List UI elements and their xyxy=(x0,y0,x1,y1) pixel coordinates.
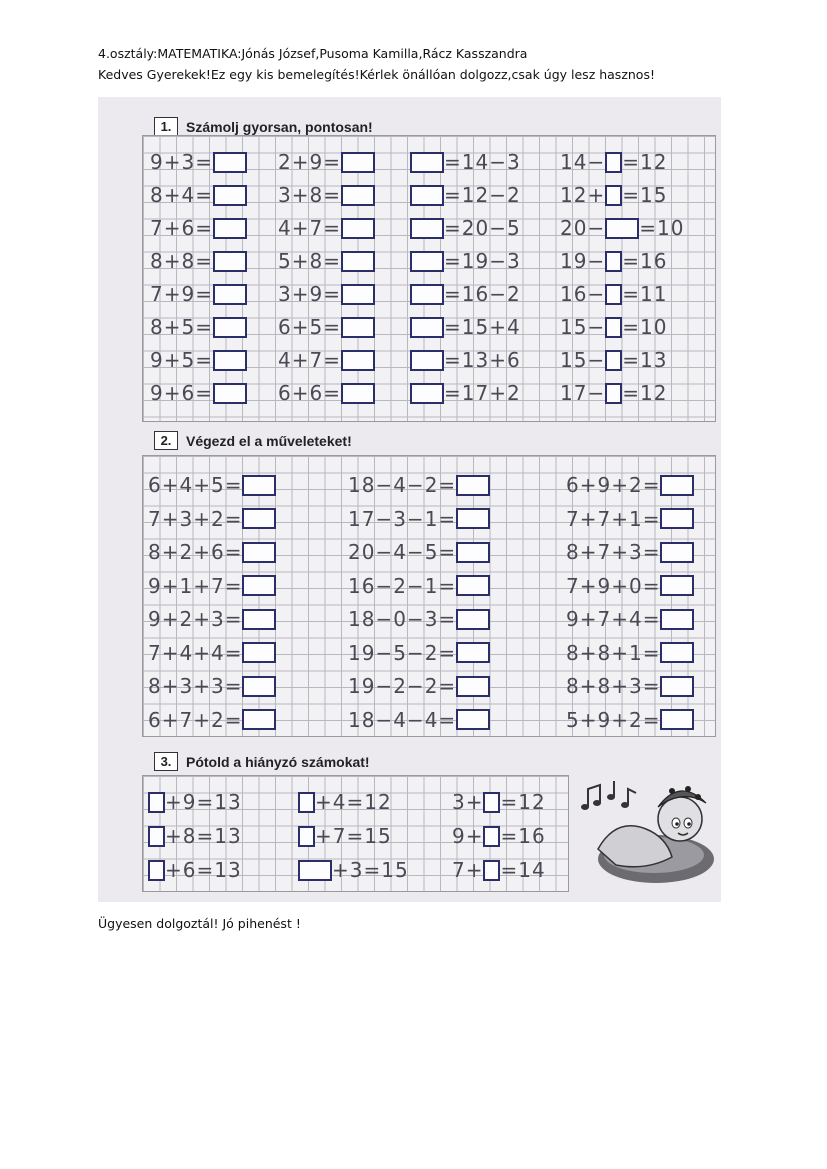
exercise-text: +7=15 xyxy=(315,824,392,848)
exercise-row xyxy=(298,823,392,849)
answer-box[interactable] xyxy=(410,152,444,173)
answer-box[interactable] xyxy=(660,609,694,630)
exercise-text: 7+7+1= xyxy=(566,506,661,531)
answer-box[interactable] xyxy=(341,284,375,305)
answer-box[interactable] xyxy=(341,251,375,272)
exercise-text: 3+9= xyxy=(278,282,341,306)
exercise-row xyxy=(560,347,667,373)
exercise-row xyxy=(348,640,490,666)
exercise-text: 6+6= xyxy=(278,381,341,405)
header-title: 4.osztály:MATEMATIKA:Jónás József,Pusoma Kamilla,Rácz Kasszandra xyxy=(98,46,528,61)
exercise-text: =16−2 xyxy=(444,282,521,306)
answer-box[interactable] xyxy=(660,642,694,663)
answer-box[interactable] xyxy=(213,317,247,338)
answer-box[interactable] xyxy=(242,676,276,697)
exercise-text: 9+1+7= xyxy=(148,573,243,598)
footer-message: Ügyesen dolgoztál! Jó pihenést ! xyxy=(98,916,301,931)
exercise-row xyxy=(566,539,694,565)
exercise-text: 7+4+4= xyxy=(148,640,243,665)
exercise-row xyxy=(298,857,409,883)
exercise-text: =15+4 xyxy=(444,315,521,339)
exercise-text: 15− xyxy=(560,315,606,339)
exercise-text: =12 xyxy=(622,381,668,405)
exercise-row xyxy=(148,640,276,666)
exercise-row xyxy=(148,573,276,599)
exercise-row xyxy=(410,380,521,406)
exercise-text: 8+8+1= xyxy=(566,640,661,665)
answer-box[interactable] xyxy=(341,218,375,239)
exercise-text: 5+8= xyxy=(278,249,341,273)
exercise-text: =16 xyxy=(622,249,668,273)
exercise-text: 3+ xyxy=(452,790,484,814)
answer-box[interactable] xyxy=(483,826,500,847)
answer-box[interactable] xyxy=(456,609,490,630)
exercise-text: =20−5 xyxy=(444,216,521,240)
exercise-text: 16− xyxy=(560,282,606,306)
exercise-text: 12+ xyxy=(560,183,606,207)
answer-box[interactable] xyxy=(456,676,490,697)
exercise-text: 15− xyxy=(560,348,606,372)
answer-box[interactable] xyxy=(213,383,247,404)
exercise-text: =13+6 xyxy=(444,348,521,372)
exercise-text: 9+3= xyxy=(150,150,213,174)
answer-box[interactable] xyxy=(605,251,622,272)
exercise-row xyxy=(410,182,521,208)
exercise-row xyxy=(348,506,490,532)
exercise-text: 20− xyxy=(560,216,606,240)
exercise-text: +6=13 xyxy=(165,858,242,882)
answer-box[interactable] xyxy=(341,317,375,338)
exercise-row xyxy=(150,149,247,175)
exercise-row xyxy=(560,149,667,175)
exercise-row xyxy=(410,149,521,175)
exercise-text: 8+4= xyxy=(150,183,213,207)
exercise-text: 9+6= xyxy=(150,381,213,405)
exercise-text: 17−3−1= xyxy=(348,506,457,531)
exercise-text: =10 xyxy=(622,315,668,339)
exercise-text: 6+5= xyxy=(278,315,341,339)
exercise-text: 9+7+4= xyxy=(566,607,661,631)
exercise-row xyxy=(452,789,546,815)
section-2-heading xyxy=(154,431,352,450)
exercise-row xyxy=(148,789,242,815)
exercise-text: 17− xyxy=(560,381,606,405)
exercise-text: +9=13 xyxy=(165,790,242,814)
exercise-row xyxy=(150,182,247,208)
answer-box[interactable] xyxy=(456,475,490,496)
exercise-row xyxy=(410,281,521,307)
answer-box[interactable] xyxy=(213,152,247,173)
exercise-text: =13 xyxy=(622,348,668,372)
ladybug-mascot-illustration xyxy=(576,767,718,887)
exercise-row xyxy=(148,506,276,532)
exercise-text: 8+3+3= xyxy=(148,674,243,698)
exercise-text: 9+5= xyxy=(150,348,213,372)
exercise-text: +3=15 xyxy=(332,858,409,882)
exercise-row xyxy=(150,248,247,274)
answer-box[interactable] xyxy=(341,152,375,173)
exercise-row xyxy=(278,380,375,406)
exercise-text: 19− xyxy=(560,249,606,273)
answer-box[interactable] xyxy=(660,676,694,697)
answer-box[interactable] xyxy=(341,185,375,206)
exercise-text: 8+5= xyxy=(150,315,213,339)
exercise-row xyxy=(560,215,684,241)
exercise-text: 18−4−4= xyxy=(348,707,457,732)
exercise-row xyxy=(566,573,694,599)
exercise-row xyxy=(298,789,392,815)
exercise-row xyxy=(148,539,276,565)
answer-box[interactable] xyxy=(483,792,500,813)
exercise-text: 7+6= xyxy=(150,216,213,240)
answer-box[interactable] xyxy=(605,218,639,239)
answer-box[interactable] xyxy=(213,218,247,239)
answer-box[interactable] xyxy=(410,218,444,239)
answer-box[interactable] xyxy=(148,860,165,881)
answer-box[interactable] xyxy=(605,284,622,305)
answer-box[interactable] xyxy=(242,575,276,596)
exercise-text: 9+2+3= xyxy=(148,607,243,631)
exercise-row xyxy=(348,673,490,699)
answer-box[interactable] xyxy=(605,185,622,206)
answer-box[interactable] xyxy=(213,185,247,206)
exercise-row xyxy=(148,823,242,849)
answer-box[interactable] xyxy=(456,542,490,563)
answer-box[interactable] xyxy=(242,709,276,730)
answer-box[interactable] xyxy=(242,642,276,663)
answer-box[interactable] xyxy=(148,826,165,847)
exercise-text: =12−2 xyxy=(444,183,521,207)
answer-box[interactable] xyxy=(242,609,276,630)
exercise-text: 7+9= xyxy=(150,282,213,306)
answer-box[interactable] xyxy=(410,185,444,206)
section-3-heading xyxy=(154,752,370,771)
answer-box[interactable] xyxy=(213,251,247,272)
exercise-row xyxy=(452,857,546,883)
answer-box[interactable] xyxy=(605,350,622,371)
exercise-text: 14− xyxy=(560,150,606,174)
exercise-text: =15 xyxy=(622,183,668,207)
exercise-row xyxy=(566,472,694,498)
exercise-text: 6+4+5= xyxy=(148,473,243,497)
section-1-heading xyxy=(154,117,373,136)
exercise-row xyxy=(148,472,276,498)
exercise-text: =12 xyxy=(622,150,668,174)
exercise-text: 4+7= xyxy=(278,348,341,372)
exercise-text: 19−2−2= xyxy=(348,674,457,698)
exercise-row xyxy=(348,606,490,632)
exercise-text: =10 xyxy=(639,216,685,240)
exercise-text: 16−2−1= xyxy=(348,573,457,598)
answer-box[interactable] xyxy=(298,826,315,847)
exercise-row xyxy=(278,248,375,274)
exercise-row xyxy=(560,182,667,208)
exercise-row xyxy=(150,380,247,406)
exercise-text: 8+8+3= xyxy=(566,674,661,698)
exercise-text: 9+ xyxy=(452,824,484,848)
exercise-text: 6+9+2= xyxy=(566,473,661,497)
section-1-number: 1. xyxy=(154,117,178,136)
answer-box[interactable] xyxy=(605,383,622,404)
exercise-row xyxy=(560,281,667,307)
exercise-row xyxy=(278,149,375,175)
answer-box[interactable] xyxy=(148,792,165,813)
exercise-row xyxy=(278,281,375,307)
exercise-text: +8=13 xyxy=(165,824,242,848)
exercise-row xyxy=(348,573,490,599)
exercise-text: 5+9+2= xyxy=(566,707,661,732)
exercise-row xyxy=(148,606,276,632)
exercise-row xyxy=(148,857,242,883)
exercise-row xyxy=(348,539,490,565)
exercise-row xyxy=(410,248,521,274)
answer-box[interactable] xyxy=(242,542,276,563)
exercise-row xyxy=(278,347,375,373)
answer-box[interactable] xyxy=(213,350,247,371)
section-2-title: Végezd el a műveleteket! xyxy=(186,432,352,449)
answer-box[interactable] xyxy=(298,792,315,813)
exercise-row xyxy=(566,707,694,733)
exercise-row xyxy=(150,281,247,307)
exercise-row xyxy=(560,314,667,340)
exercise-text: =17+2 xyxy=(444,381,521,405)
exercise-row xyxy=(566,640,694,666)
answer-box[interactable] xyxy=(456,508,490,529)
exercise-text: =16 xyxy=(500,824,546,848)
exercise-row xyxy=(410,215,521,241)
exercise-text: =14 xyxy=(500,858,546,882)
exercise-text: 4+7= xyxy=(278,216,341,240)
exercise-row xyxy=(560,380,667,406)
exercise-row xyxy=(150,215,247,241)
answer-box[interactable] xyxy=(410,317,444,338)
answer-box[interactable] xyxy=(660,475,694,496)
exercise-text: 7+ xyxy=(452,858,484,882)
answer-box[interactable] xyxy=(605,152,622,173)
exercise-row xyxy=(348,707,490,733)
exercise-text: +4=12 xyxy=(315,790,392,814)
exercise-row xyxy=(566,506,694,532)
exercise-row xyxy=(348,472,490,498)
section-3-title: Pótold a hiányzó számokat! xyxy=(186,753,370,770)
exercise-text: 20−4−5= xyxy=(348,540,457,564)
exercise-text: 8+2+6= xyxy=(148,540,243,564)
exercise-row xyxy=(148,673,276,699)
answer-box[interactable] xyxy=(341,350,375,371)
exercise-text: 7+3+2= xyxy=(148,506,243,531)
exercise-row xyxy=(566,606,694,632)
answer-box[interactable] xyxy=(660,508,694,529)
exercise-text: =19−3 xyxy=(444,249,521,273)
exercise-text: 19−5−2= xyxy=(348,640,457,665)
exercise-row xyxy=(278,182,375,208)
answer-box[interactable] xyxy=(605,317,622,338)
section-1-grid xyxy=(142,135,716,422)
answer-box[interactable] xyxy=(483,860,500,881)
exercise-text: 18−4−2= xyxy=(348,473,457,497)
answer-box[interactable] xyxy=(456,642,490,663)
answer-box[interactable] xyxy=(341,383,375,404)
answer-box[interactable] xyxy=(410,383,444,404)
answer-box[interactable] xyxy=(410,284,444,305)
answer-box[interactable] xyxy=(242,508,276,529)
exercise-row xyxy=(278,215,375,241)
exercise-text: 7+9+0= xyxy=(566,573,661,598)
answer-box[interactable] xyxy=(213,284,247,305)
exercise-row xyxy=(560,248,667,274)
exercise-text: 6+7+2= xyxy=(148,707,243,732)
header-instruction: Kedves Gyerekek!Ez egy kis bemelegítés!Kérlek önállóan dolgozz,csak úgy lesz hasznos! xyxy=(98,67,655,82)
exercise-row xyxy=(566,673,694,699)
exercise-text: 3+8= xyxy=(278,183,341,207)
exercise-text: 8+7+3= xyxy=(566,540,661,564)
exercise-row xyxy=(410,314,521,340)
answer-box[interactable] xyxy=(456,709,490,730)
answer-box[interactable] xyxy=(660,709,694,730)
exercise-text: 2+9= xyxy=(278,150,341,174)
exercise-text: =11 xyxy=(622,282,668,306)
exercise-row xyxy=(148,707,276,733)
answer-box[interactable] xyxy=(456,575,490,596)
exercise-text: =14−3 xyxy=(444,150,521,174)
section-1-title: Számolj gyorsan, pontosan! xyxy=(186,118,373,135)
answer-box[interactable] xyxy=(298,860,332,881)
exercise-row xyxy=(410,347,521,373)
answer-box[interactable] xyxy=(660,575,694,596)
section-3-number: 3. xyxy=(154,752,178,771)
exercise-row xyxy=(150,314,247,340)
exercise-text: 18−0−3= xyxy=(348,607,457,631)
answer-box[interactable] xyxy=(242,475,276,496)
worksheet-page xyxy=(98,97,721,902)
exercise-text: 8+8= xyxy=(150,249,213,273)
exercise-row xyxy=(150,347,247,373)
exercise-text: =12 xyxy=(500,790,546,814)
answer-box[interactable] xyxy=(410,251,444,272)
answer-box[interactable] xyxy=(660,542,694,563)
answer-box[interactable] xyxy=(410,350,444,371)
exercise-row xyxy=(278,314,375,340)
section-2-number: 2. xyxy=(154,431,178,450)
exercise-row xyxy=(452,823,546,849)
